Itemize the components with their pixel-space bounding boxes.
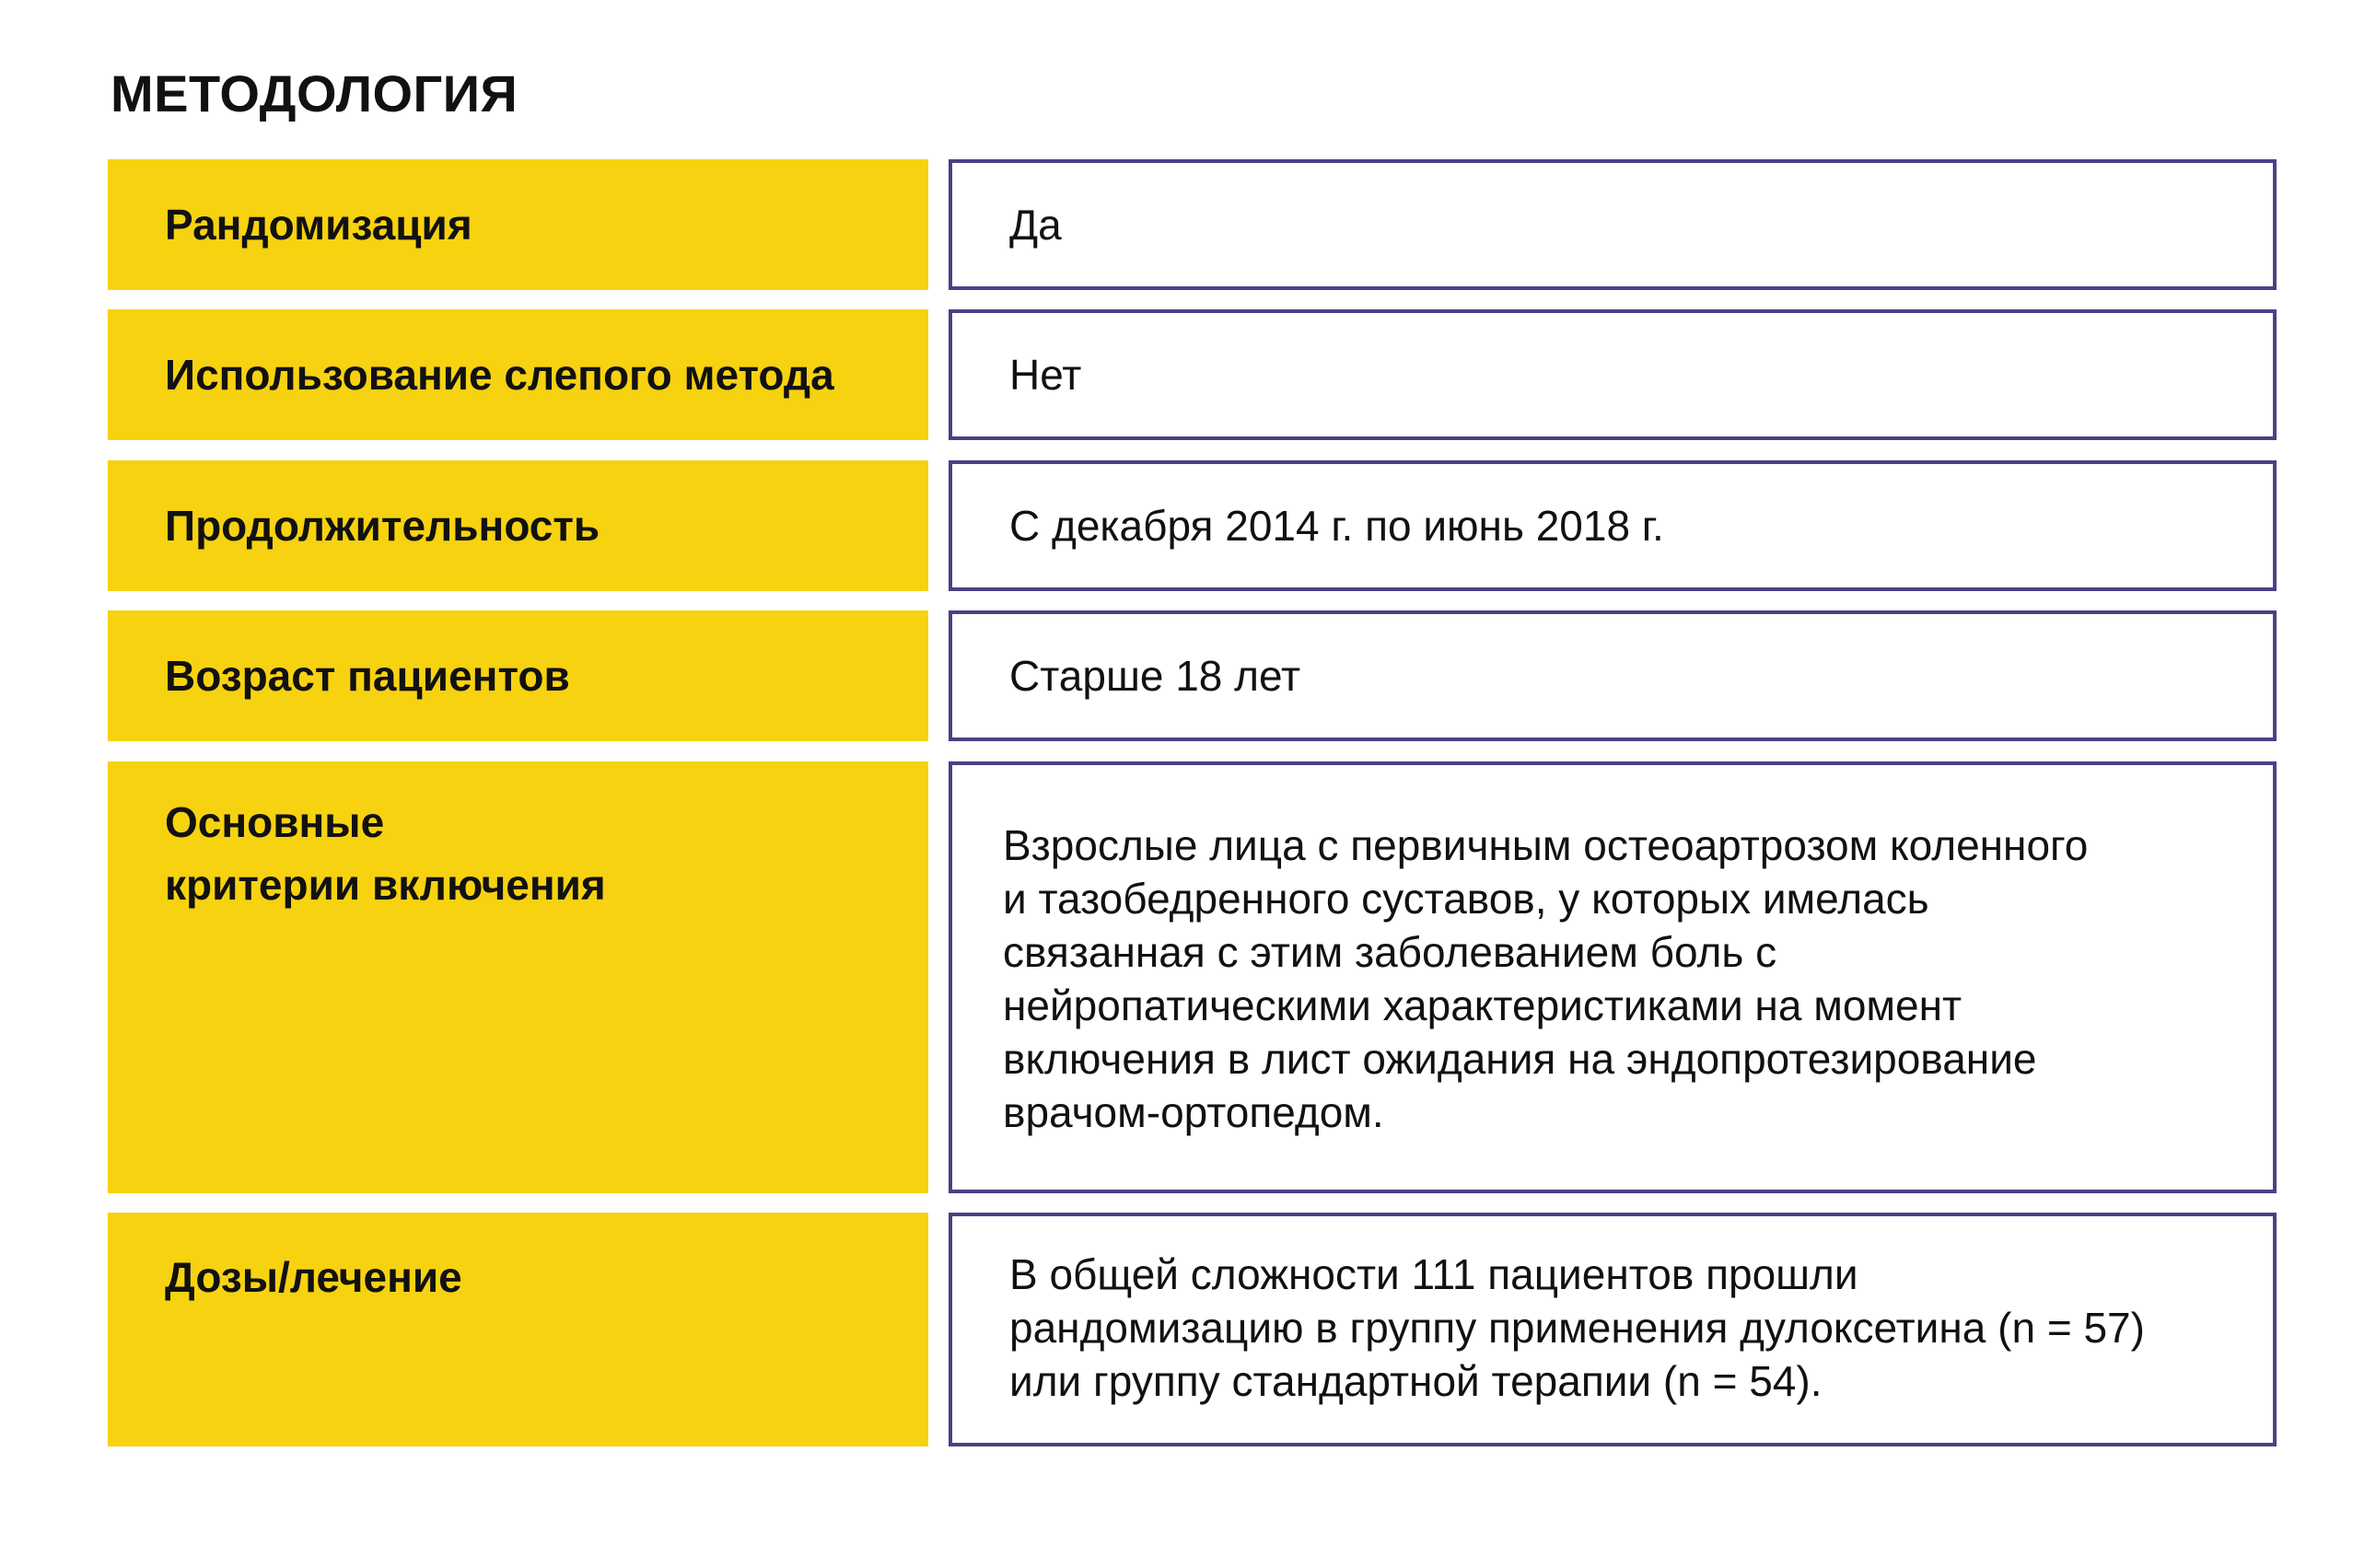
row-value-cell (949, 460, 2277, 591)
table-row-dosage (108, 1213, 2277, 1446)
row-label: Возраст пациентов (165, 652, 570, 700)
row-value-cell (949, 309, 2277, 440)
row-value-cell (949, 761, 2277, 1193)
row-label-cell (108, 761, 928, 1193)
table-row-randomization (108, 159, 2277, 290)
row-label: Основные критерии включения (165, 798, 606, 909)
row-label: Продолжительность (165, 502, 600, 550)
row-value: Старше 18 лет (1009, 652, 1301, 700)
row-value-cell (949, 610, 2277, 741)
row-value-cell (949, 159, 2277, 290)
table-row-blinding (108, 309, 2277, 440)
row-label-cell (108, 1213, 928, 1446)
table-row-inclusion-criteria (108, 761, 2277, 1193)
row-value: Взрослые лица с первичным остеоартрозом коленного и тазобедренного суставов, у которых имелась связанная с этим заболеванием боль с нейропатическими характеристиками на момент включения в лист ожидания на эндопротезирование врачом-ортопедом. (1003, 821, 2089, 1136)
row-value: В общей сложности 111 пациентов прошли рандомизацию в группу применения дулоксетина (n = 57) или группу стандартной терапии (n = 54). (1009, 1250, 2145, 1405)
row-label-cell (108, 309, 928, 440)
row-label-cell (108, 610, 928, 741)
page-title: МЕТОДОЛОГИЯ (111, 64, 518, 122)
row-value: Да (1009, 201, 1062, 249)
row-label: Использование слепого метода (165, 351, 834, 399)
table-row-duration (108, 460, 2277, 591)
row-value: Нет (1009, 351, 1082, 399)
row-label-cell (108, 460, 928, 591)
row-label-cell (108, 159, 928, 290)
row-value-cell (949, 1213, 2277, 1446)
table-row-patient-age (108, 610, 2277, 741)
row-label: Рандомизация (165, 201, 472, 249)
row-value: С декабря 2014 г. по июнь 2018 г. (1009, 502, 1664, 550)
row-label: Дозы/лечение (165, 1253, 462, 1301)
